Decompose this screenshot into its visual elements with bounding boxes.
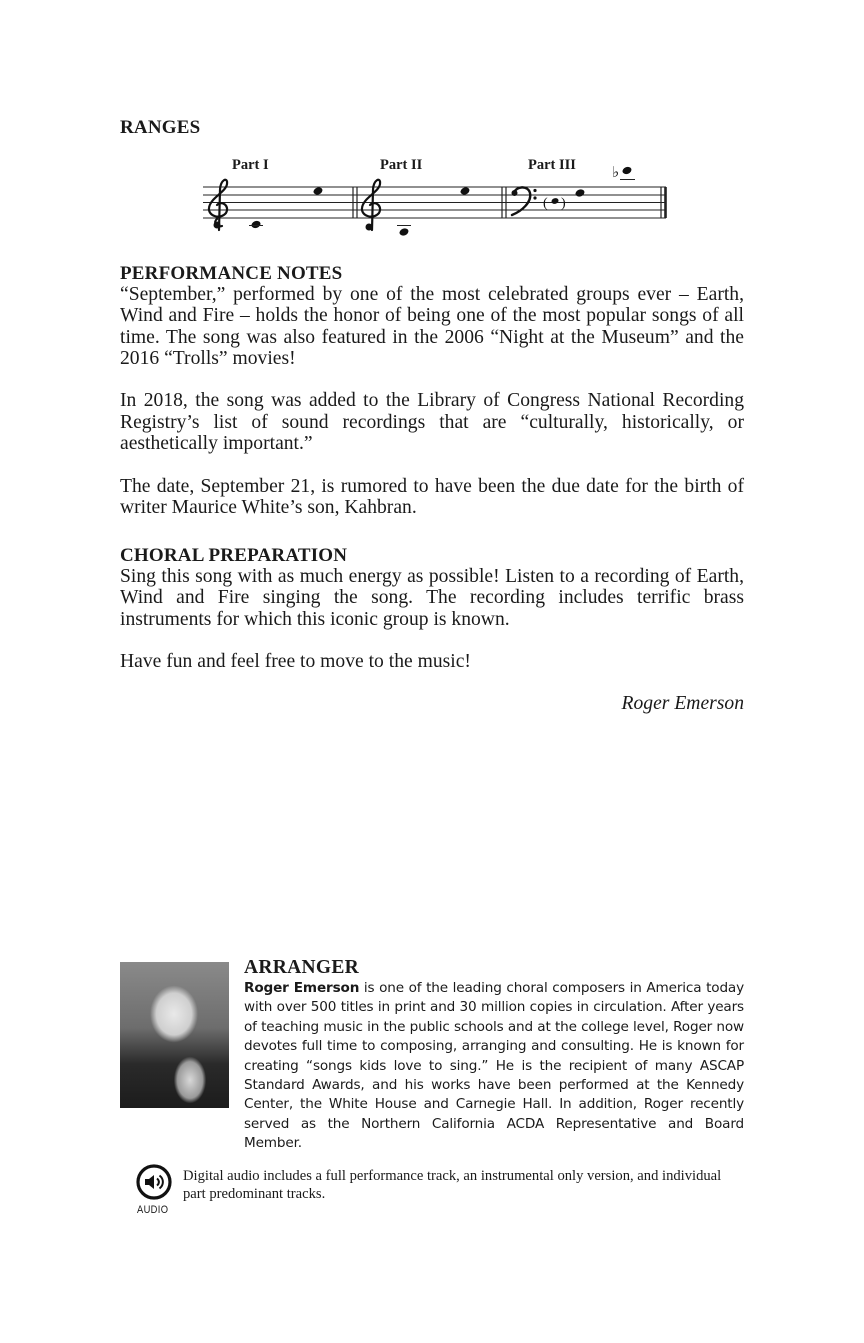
arranger-heading: ARRANGER: [244, 957, 360, 978]
performance-notes-heading: PERFORMANCE NOTES: [120, 263, 343, 284]
part-3-label: Part III: [528, 157, 576, 173]
choral-preparation-paragraph: Have fun and feel free to move to the music!: [120, 651, 471, 673]
signature: Roger Emerson: [621, 693, 744, 714]
choral-preparation-section: [120, 545, 744, 672]
arranger-name: Roger Emerson: [244, 980, 360, 996]
arranger-bio-text: is one of the leading choral composers in America today with over 500 titles in print and 30 million copies in circulation. After years of teaching music in the public schools and at the college level, Roger now devotes full time to composing, arranging and consulting. He is known for creating “songs kids love to sing.” He is the recipient of many ASCAP Standard Awards, and his works have been performed at the Kennedy Center, the White House and Carnegie Hall. In addition, Roger recently served as the Northern California ACDA Representative and Board Member.: [244, 980, 745, 1152]
speaker-icon: [136, 1164, 174, 1207]
part-2-label: Part II: [380, 157, 423, 173]
ranges-staff: [0, 0, 864, 250]
music-staff-graphic: [0, 0, 864, 250]
audio-description: Digital audio includes a full performance track, an instrumental only version, and individual part predominant tracks.: [183, 1168, 722, 1202]
performance-notes-paragraph: “September,” performed by one of the most celebrated groups ever – Earth, Wind and Fire – holds the honor of being one of the most popular songs of all time. The song was also featured in the 2006 “Night at the Museum” and the 2016 “Trolls” movies!: [120, 284, 744, 369]
audio-label: AUDIO: [137, 1204, 169, 1216]
svg-text:(: (: [543, 196, 548, 211]
choral-preparation-heading: CHORAL PREPARATION: [120, 545, 348, 566]
performance-notes-section: [120, 263, 744, 518]
performance-notes-paragraph: The date, September 21, is rumored to have been the due date for the birth of writer Maurice White’s son, Kahbran.: [120, 475, 744, 518]
choral-preparation-paragraph: Sing this song with as much energy as possible! Listen to a recording of Earth, Wind and Fire singing the song. The recording includes terrific brass instruments for which this iconic group is known.: [120, 566, 744, 630]
svg-text:): ): [561, 196, 566, 211]
arranger-bio: [244, 979, 744, 1154]
part-1-label: Part I: [232, 157, 269, 173]
arranger-photo: [120, 962, 229, 1108]
svg-text:♭: ♭: [612, 163, 620, 181]
ranges-heading: RANGES: [120, 117, 201, 138]
performance-notes-paragraph: In 2018, the song was added to the Library of Congress National Recording Registry’s list of sound recordings that are “culturally, historically, or aesthetically important.”: [120, 390, 744, 455]
